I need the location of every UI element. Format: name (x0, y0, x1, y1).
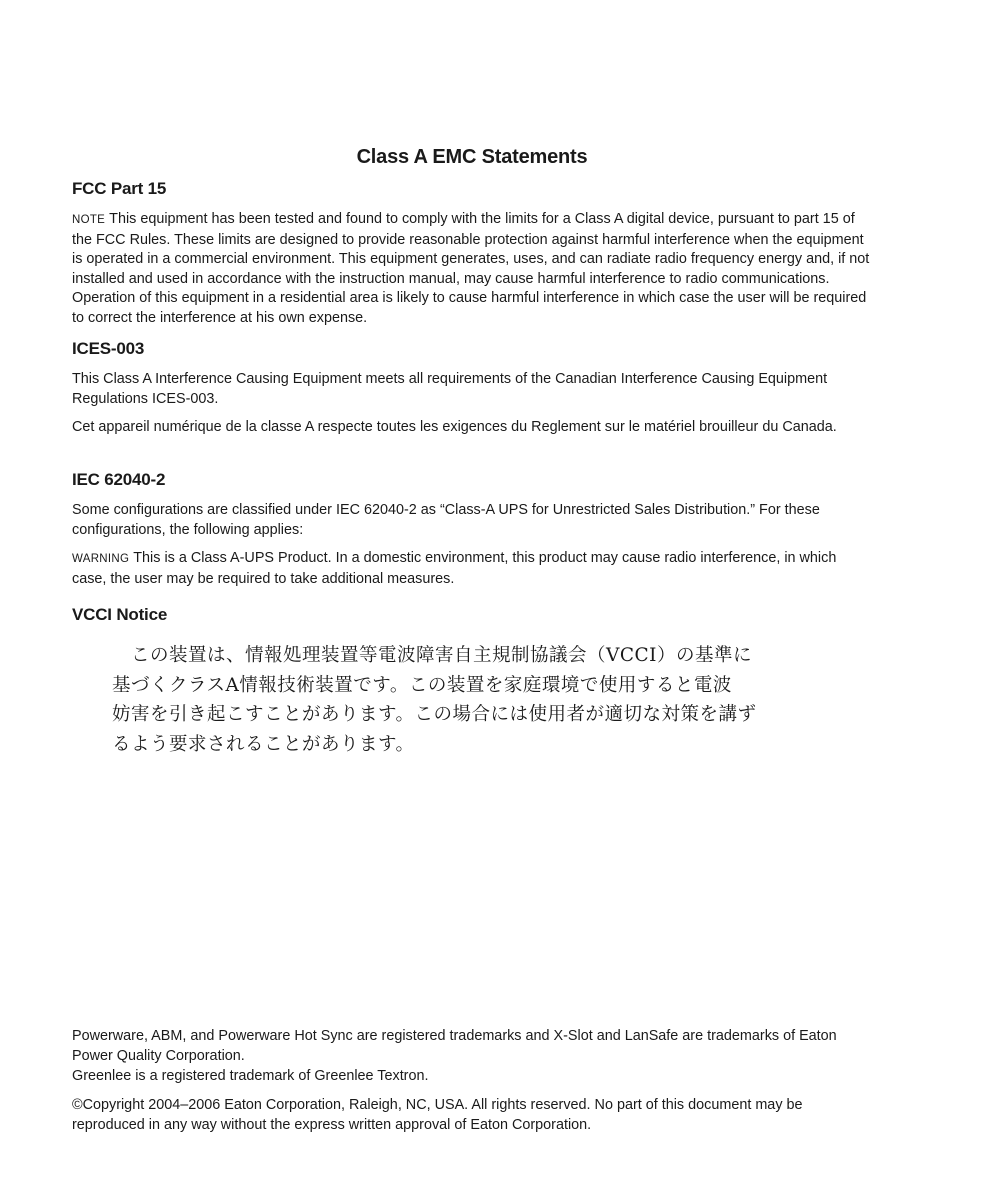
iec-warning (72, 549, 872, 589)
ices-paragraph-english: This Class A Interference Causing Equipment meets all requirements of the Canadian Interference Causing Equipment Regulations ICES-003. (72, 371, 828, 407)
vcci-heading: VCCI Notice (72, 605, 168, 624)
ices-section (72, 339, 872, 438)
trademarks-line-1: Powerware, ABM, and Powerware Hot Sync are registered trademarks and X-Slot and LanSafe are trademarks of Eaton Power Quality Corporation. (72, 1028, 837, 1064)
vcci-japanese-text: この装置は、情報処理装置等電波障害自主規制協議会（VCCI）の基準に 基づくクラスA情報技術装置です。この装置を家庭環境で使用すると電波 妨害を引き起こすことがあります。この場合には使用者が適切な対策を講ず るよう要求されることがあります。 (112, 645, 757, 755)
iec-paragraph: Some configurations are classified under IEC 62040-2 as “Class-A UPS for Unrestricted Sales Distribution.” For these configurations, the following applies: (72, 502, 820, 538)
copyright-notice: ©Copyright 2004–2006 Eaton Corporation, Raleigh, NC, USA. All rights reserved. No part of this document may be reproduced in any way without the express written approval of Eaton Corporation. (72, 1097, 803, 1133)
iec-heading: IEC 62040-2 (72, 470, 166, 489)
ices-paragraph-french: Cet appareil numérique de la classe A respecte toutes les exigences du Reglement sur le matériel brouilleur du Canada. (72, 419, 837, 435)
warning-label: WARNING (72, 553, 130, 565)
footer (72, 1026, 872, 1135)
vcci-section (72, 605, 872, 759)
fcc-heading: FCC Part 15 (72, 179, 167, 198)
iec-section (72, 470, 872, 589)
fcc-section (72, 179, 872, 328)
fcc-note (72, 210, 872, 328)
note-label: NOTE (72, 214, 106, 226)
ices-heading: ICES-003 (72, 339, 145, 358)
trademarks-line-2: Greenlee is a registered trademark of Greenlee Textron. (72, 1068, 429, 1084)
iec-warning-text: This is a Class A-UPS Product. In a domestic environment, this product may cause radio interference, in which case, the user may be required to take additional measures. (72, 550, 837, 587)
fcc-note-text: This equipment has been tested and found to comply with the limits for a Class A digital device, pursuant to part 15 of the FCC Rules. These limits are designed to provide reasonable protection against harmful interference when the equipment is operated in a commercial environment. This equipment generates, uses, and can radiate radio frequency energy and, if not installed and used in accordance with the instruction manual, may cause harmful interference to radio communications. Operation of this equipment in a residential area is likely to cause harmful interference in which case the user will be required to correct the interference at his own expense. (72, 211, 870, 326)
page-title: Class A EMC Statements (356, 146, 588, 168)
